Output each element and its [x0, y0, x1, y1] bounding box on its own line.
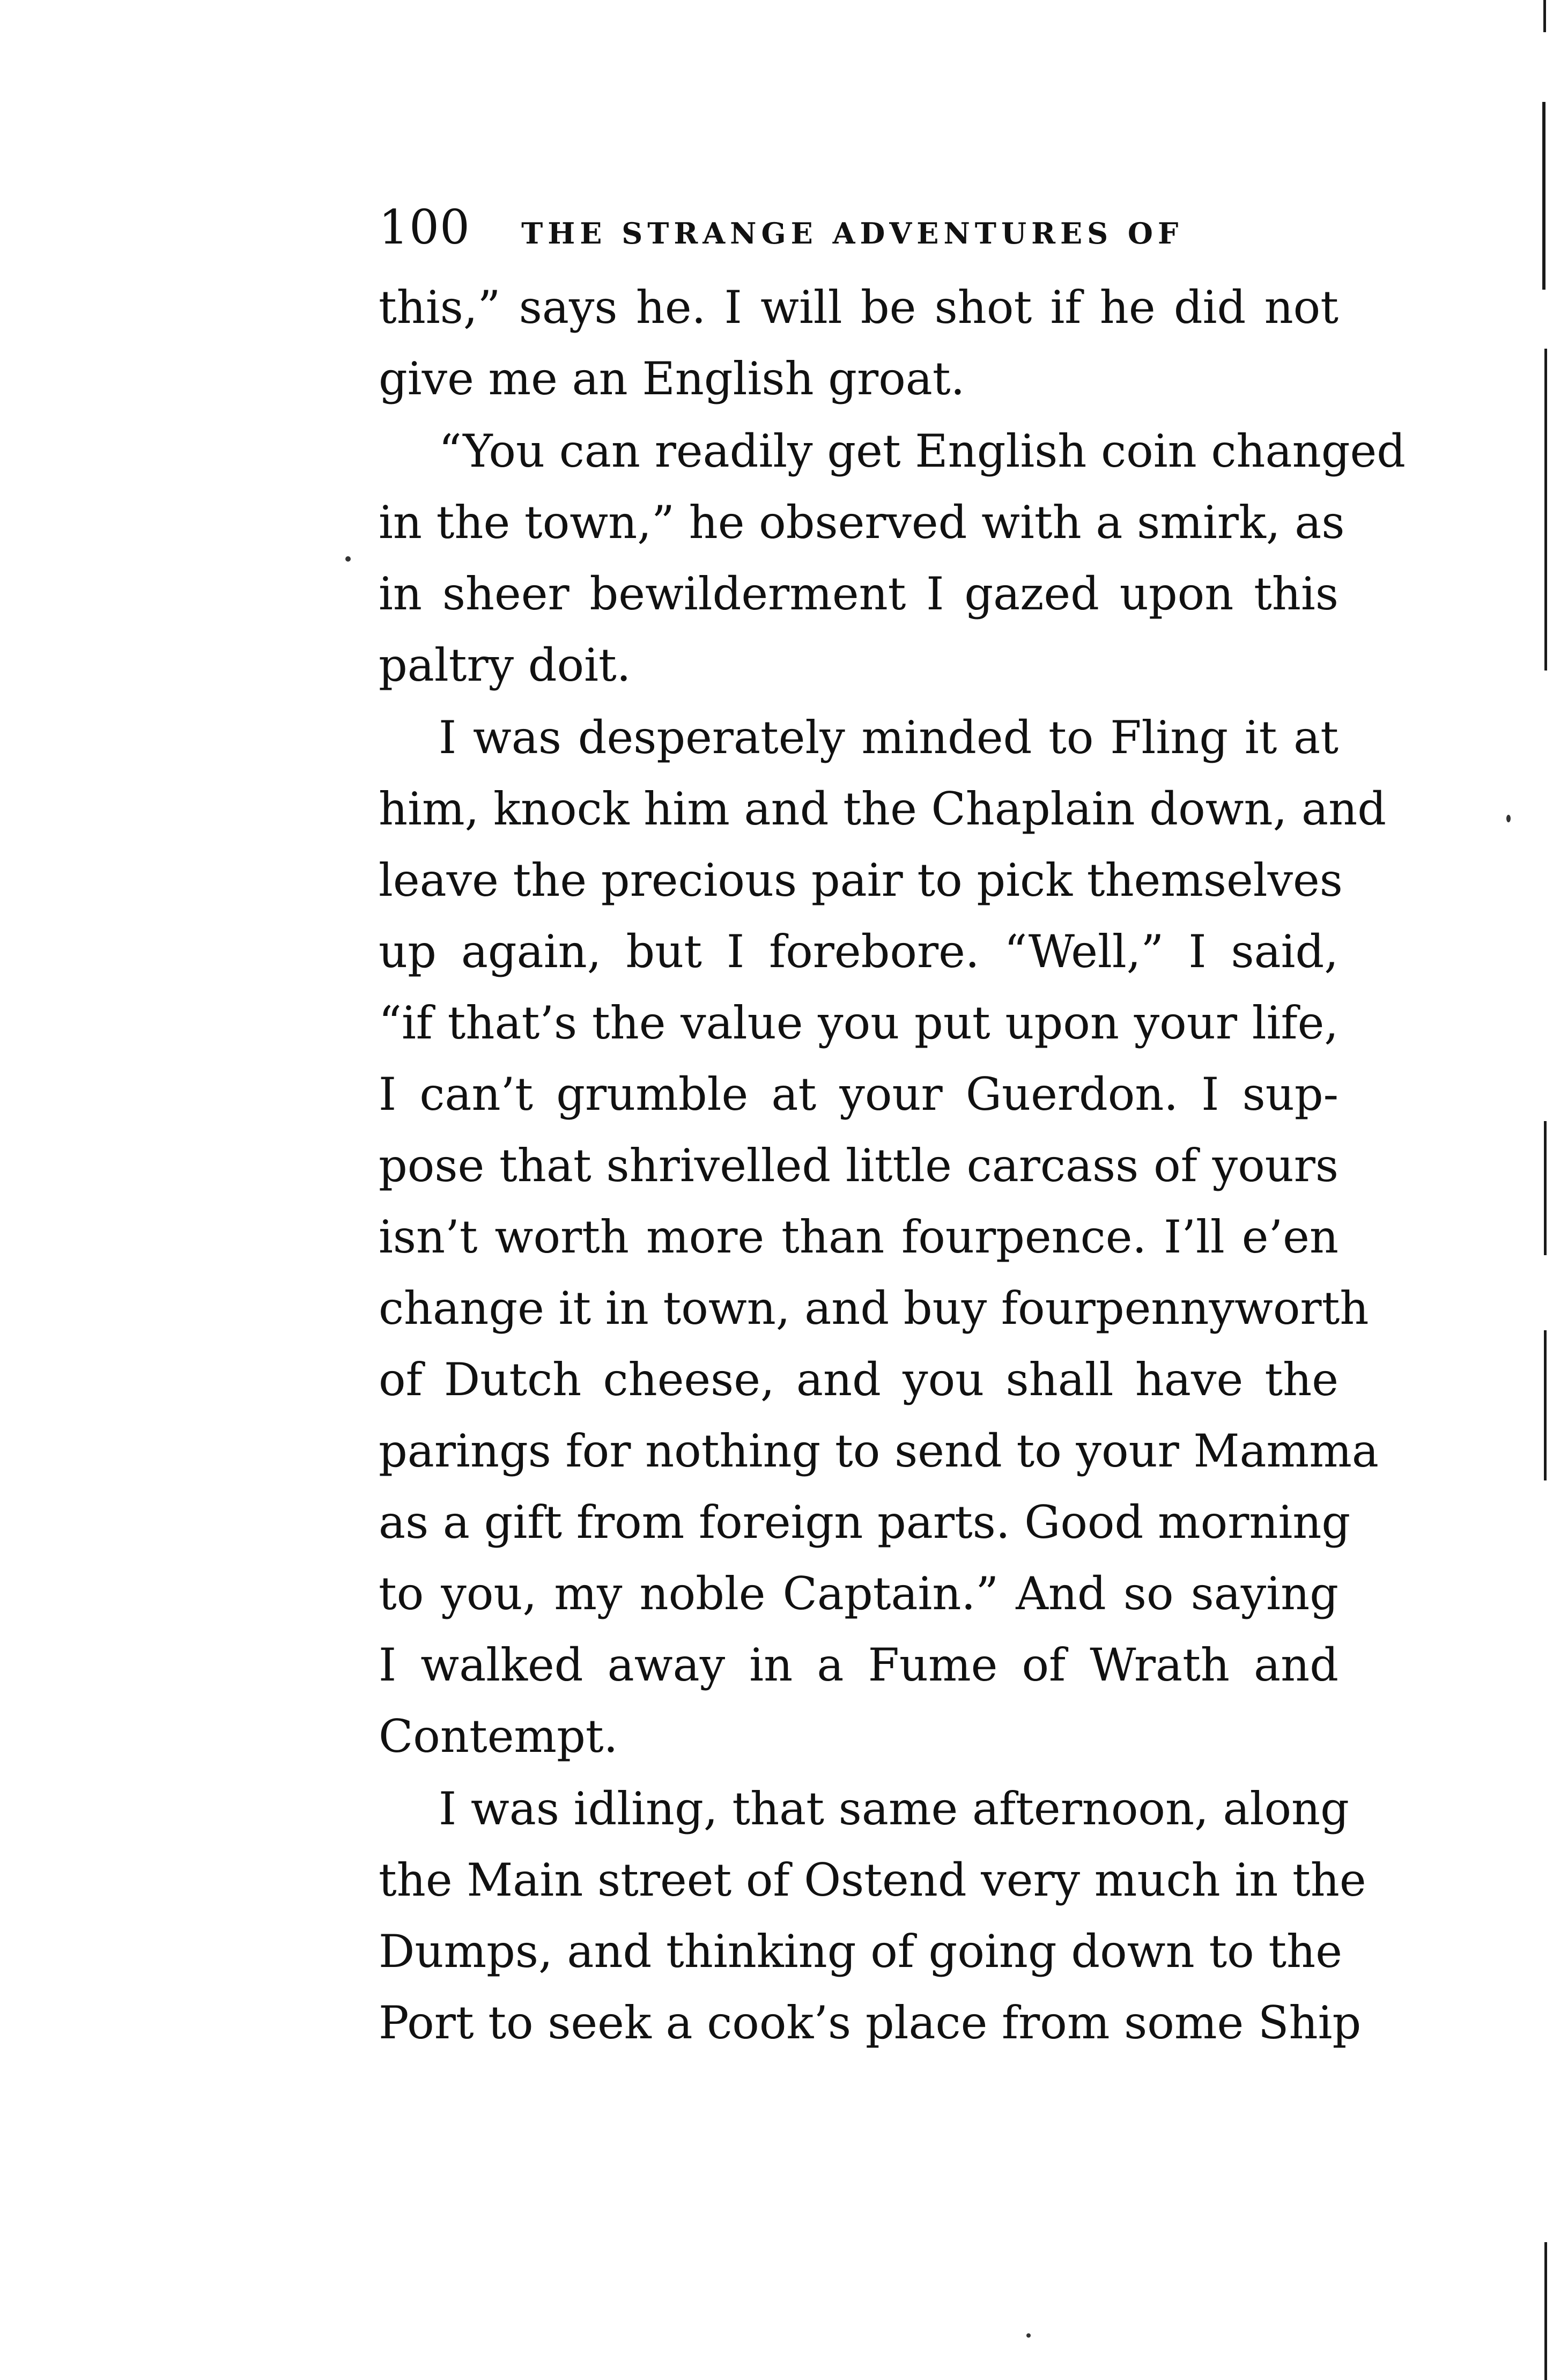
text-line: “if that’s the value you put upon your life, — [379, 997, 1338, 1049]
text-line: of Dutch cheese, and you shall have the — [379, 1353, 1338, 1406]
text-line: I was desperately minded to Fling it at — [439, 711, 1338, 764]
scan-speck — [1506, 815, 1511, 822]
scan-edge-mark — [1542, 102, 1545, 290]
text-line: Contempt. — [379, 1710, 618, 1763]
text-line: up again, but I forebore. “Well,” I said, — [379, 925, 1338, 978]
text-line: in the town,” he observed with a smirk, as — [379, 496, 1345, 549]
scan-edge-mark — [1544, 2242, 1547, 2380]
text-line: I walked away in a Fume of Wrath and — [379, 1639, 1338, 1691]
scan-edge-mark — [1544, 1330, 1547, 1480]
text-line: him, knock him and the Chaplain down, and — [379, 783, 1387, 835]
text-line: “You can readily get English coin changed — [439, 425, 1406, 477]
text-line: this,” says he. I will be shot if he did not — [379, 281, 1338, 334]
text-line: Dumps, and thinking of going down to the — [379, 1925, 1342, 1978]
text-line: pose that shrivelled little carcass of yours — [379, 1139, 1338, 1192]
text-line: I was idling, that same afternoon, along — [439, 1782, 1349, 1835]
text-line: isn’t worth more than fourpence. I’ll e’en — [379, 1211, 1338, 1263]
scan-speck — [345, 556, 351, 562]
running-head — [379, 200, 1344, 259]
running-title: THE STRANGE ADVENTURES OF — [521, 216, 1184, 250]
scan-edge-mark — [1543, 0, 1546, 32]
text-line: give me an English groat. — [379, 352, 965, 405]
text-line: in sheer bewilderment I gazed upon this — [379, 568, 1338, 620]
text-line: change it in town, and buy fourpennyworth — [379, 1282, 1369, 1335]
text-line: parings for nothing to send to your Mamma — [379, 1425, 1379, 1477]
scan-speck — [1026, 2333, 1031, 2338]
text-line: as a gift from foreign parts. Good morning — [379, 1496, 1351, 1549]
scan-edge-mark — [1544, 349, 1547, 670]
text-line: the Main street of Ostend very much in the — [379, 1854, 1366, 1906]
page-number: 100 — [379, 200, 470, 255]
text-line: leave the precious pair to pick themselves — [379, 854, 1343, 907]
text-line: I can’t grumble at your Guerdon. I sup- — [379, 1068, 1338, 1121]
text-line: paltry doit. — [379, 639, 631, 691]
text-line: to you, my noble Captain.” And so saying — [379, 1567, 1338, 1620]
text-line: Port to seek a cook’s place from some Ship — [379, 1996, 1362, 2049]
scan-edge-mark — [1544, 1121, 1547, 1255]
